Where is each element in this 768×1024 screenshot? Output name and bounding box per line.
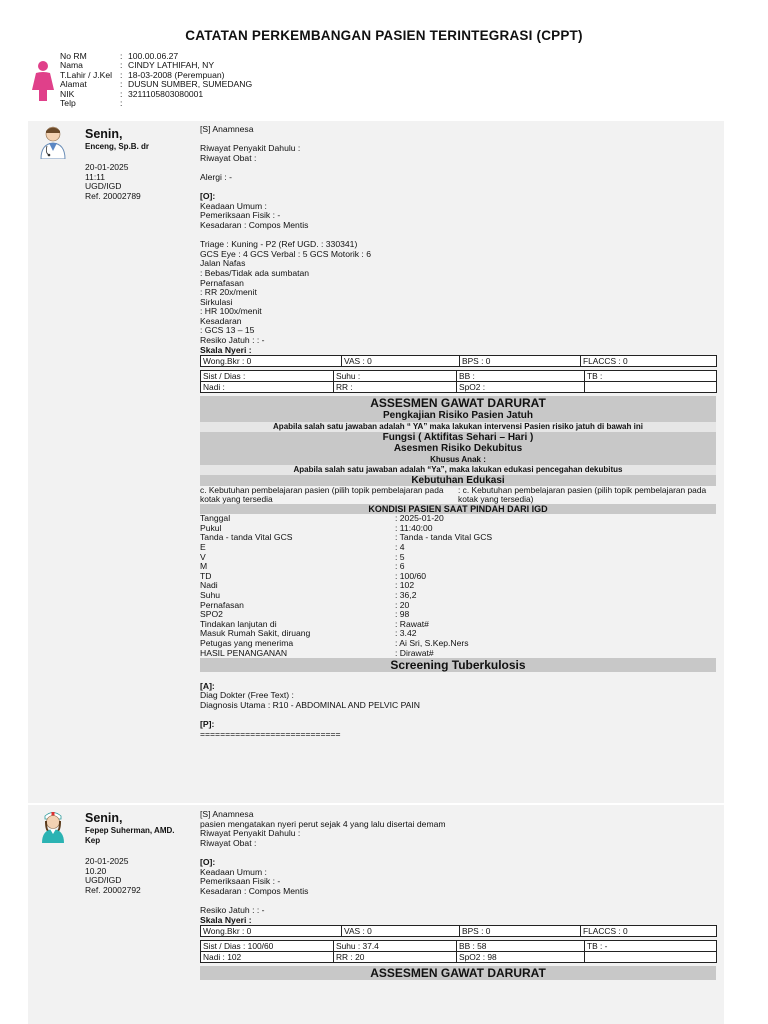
dekubitus-note: Apabila salah satu jawaban adalah “Ya”, maka lakukan edukasi pencegahan dekubitus xyxy=(200,465,716,475)
entry-date: 20-01-2025 xyxy=(85,856,129,866)
kebutuhan-edukasi-row xyxy=(200,486,716,504)
fungsi-heading: Fungsi ( Aktifitas Sehari – Hari ) xyxy=(200,432,716,444)
kondisi-label: Tanggal xyxy=(200,513,231,524)
kondisi-label: TD xyxy=(200,570,212,581)
edukasi-left: c. Kebutuhan pembelajaran pasien (pilih topik pembelajaran pada kotak yang tersedia xyxy=(200,485,444,505)
tb: TB : xyxy=(585,371,717,382)
patient-info-value: CINDY LATHIFAH, NY xyxy=(128,60,215,71)
kebutuhan-edukasi-heading: Kebutuhan Edukasi xyxy=(200,475,716,487)
bps: BPS : 0 xyxy=(460,926,581,937)
female-patient-icon xyxy=(30,60,56,102)
triage: Triage : Kuning - P2 (Ref UGD. : 330341) xyxy=(200,239,358,250)
kondisi-value: : Rawat# xyxy=(395,618,429,629)
kondisi-value: : 102 xyxy=(395,580,415,591)
patient-info-label: Nama xyxy=(60,60,83,71)
screening-tb-heading: Screening Tuberkulosis xyxy=(200,658,716,672)
tb: TB : - xyxy=(585,941,717,952)
jalan-nafas: Jalan Nafas xyxy=(200,258,246,269)
vas: VAS : 0 xyxy=(342,926,460,937)
gcs: GCS Eye : 4 GCS Verbal : 5 GCS Motorik : 6 xyxy=(200,248,371,259)
patient-info-label: T.Lahir / J.Kel xyxy=(60,69,113,80)
vas: VAS : 0 xyxy=(342,356,460,367)
bps: BPS : 0 xyxy=(460,356,581,367)
kondisi-label: Petugas yang menerima xyxy=(200,637,294,648)
pernafasan: Pernafasan xyxy=(200,277,244,288)
pain-scale-table xyxy=(200,355,717,367)
kondisi-value: : 2025-01-20 xyxy=(395,513,444,524)
kondisi-value: : 100/60 xyxy=(395,570,427,581)
resiko-jatuh: Resiko Jatuh : : - xyxy=(200,335,265,346)
subjective-heading: [S] Anamnesa xyxy=(200,809,254,819)
pernafasan-value: : RR 20x/menit xyxy=(200,287,257,298)
plan-divider: ============================ xyxy=(200,728,341,739)
assessment-heading: [A]: xyxy=(200,680,215,691)
kondisi-label: Suhu xyxy=(200,590,221,600)
kondisi-value: : Ai Sri, S.Kep.Ners xyxy=(395,637,469,648)
doctor-avatar-icon xyxy=(38,125,68,159)
entry-day: Senin, xyxy=(85,127,123,141)
vitals-table xyxy=(200,370,717,393)
kondisi-row xyxy=(200,649,716,659)
resiko-jatuh: Resiko Jatuh : : - xyxy=(200,904,265,915)
rr: RR : 20 xyxy=(334,952,457,963)
cppt-entry-1 xyxy=(28,121,724,803)
riwayat-obat: Riwayat Obat : xyxy=(200,837,257,848)
entry-content xyxy=(200,125,716,739)
entry-ref: Ref. 20002789 xyxy=(85,190,141,201)
kondisi-value: : 3.42 xyxy=(395,628,417,639)
nadi: Nadi : xyxy=(201,382,334,393)
nadi: Nadi : 102 xyxy=(201,952,334,963)
keadaan-umum: Keadaan Umum : xyxy=(200,200,267,211)
patient-info-label: Alamat xyxy=(60,79,87,90)
empty-cell xyxy=(585,952,717,963)
kondisi-value: : 36,2 xyxy=(395,590,417,600)
bb: BB : xyxy=(457,371,585,382)
skala-nyeri: Skala Nyeri : xyxy=(200,914,252,925)
risiko-jatuh-heading: Pengkajian Risiko Pasien Jatuh xyxy=(200,410,716,422)
riwayat-obat: Riwayat Obat : xyxy=(200,152,257,163)
kondisi-value: : 5 xyxy=(395,551,405,562)
kesadaran: Kesadaran : Compos Mentis xyxy=(200,219,309,230)
kondisi-row xyxy=(200,581,716,591)
kesadaran-label: Kesadaran xyxy=(200,315,242,326)
alergi: Alergi : - xyxy=(200,171,232,182)
empty-cell xyxy=(585,382,717,393)
pain-scale-table xyxy=(200,925,717,937)
keadaan-umum: Keadaan Umum : xyxy=(200,866,267,877)
subjective-heading: [S] Anamnesa xyxy=(200,124,254,134)
kondisi-row xyxy=(200,553,716,563)
diag-dokter: Diag Dokter (Free Text) : xyxy=(200,690,294,701)
entry-ref: Ref. 20002792 xyxy=(85,884,141,895)
rr: RR : xyxy=(334,382,457,393)
patient-info-sep: : xyxy=(120,97,123,108)
kondisi-label: Pukul xyxy=(200,522,222,533)
patient-info-row xyxy=(60,99,252,108)
kondisi-value: : 98 xyxy=(395,609,410,620)
edukasi-right: : c. Kebutuhan pembelajaran pasien (pilih topik pembelajaran pada kotak yang tersedia) xyxy=(458,485,707,505)
wong-baker: Wong.Bkr : 0 xyxy=(201,356,342,367)
kondisi-label: Tindakan lanjutan di xyxy=(200,618,277,629)
kondisi-label: SPO2 xyxy=(200,609,223,620)
page-title: CATATAN PERKEMBANGAN PASIEN TERINTEGRASI (CPPT) xyxy=(185,28,583,43)
kondisi-value: : 6 xyxy=(395,561,405,572)
entry-date: 20-01-2025 xyxy=(85,162,129,172)
kondisi-row xyxy=(200,610,716,620)
kesadaran: Kesadaran : Compos Mentis xyxy=(200,885,309,896)
kondisi-row xyxy=(200,601,716,611)
flaccs: FLACCS : 0 xyxy=(581,356,717,367)
entry-day: Senin, xyxy=(85,811,123,825)
spo2: SpO2 : 98 xyxy=(457,952,585,963)
kondisi-label: V xyxy=(200,551,206,562)
nurse-name: Fepep Suherman, AMD. Kep xyxy=(85,826,175,845)
sist-dias: Sist / Dias : xyxy=(201,371,334,382)
wong-baker: Wong.Bkr : 0 xyxy=(201,926,342,937)
dekubitus-heading: Asesmen Risiko Dekubitus xyxy=(200,443,716,455)
pemeriksaan-fisik: Pemeriksaan Fisik : - xyxy=(200,876,281,887)
kondisi-label: Masuk Rumah Sakit, diruang xyxy=(200,628,311,639)
diagnosis-utama: Diagnosis Utama : R10 - ABDOMINAL AND PELVIC PAIN xyxy=(200,699,421,710)
jalan-nafas-value: : Bebas/Tidak ada sumbatan xyxy=(200,267,310,278)
cppt-entry-2 xyxy=(28,805,724,1024)
doctor-name: Enceng, Sp.B. dr xyxy=(85,142,150,151)
khusus-anak: Khusus Anak : xyxy=(200,455,716,465)
bb: BB : 58 xyxy=(457,941,585,952)
risiko-jatuh-note: Apabila salah satu jawaban adalah “ YA” maka lakukan intervensi Pasien risiko jatuh di bawah ini xyxy=(200,422,716,432)
sirkulasi: Sirkulasi xyxy=(200,296,233,307)
patient-info-sep: : xyxy=(120,51,123,61)
kesadaran-value: : GCS 13 – 15 xyxy=(200,325,255,336)
patient-info-sep: : xyxy=(120,88,123,99)
kondisi-label: HASIL PENANGANAN xyxy=(200,647,288,658)
patient-info-value: DUSUN SUMBER, SUMEDANG xyxy=(128,79,253,90)
kondisi-value: : 4 xyxy=(395,542,405,553)
patient-info-value: 100.00.06.27 xyxy=(128,51,179,61)
riwayat-penyakit: Riwayat Penyakit Dahulu : xyxy=(200,828,301,839)
entry-unit: UGD/IGD xyxy=(85,181,122,192)
patient-info-value: 18-03-2008 (Perempuan) xyxy=(128,69,225,80)
spo2: SpO2 : xyxy=(457,382,585,393)
anamnesa-text: pasien mengatakan nyeri perut sejak 4 yang lalu disertai demam xyxy=(200,818,446,829)
patient-info-sep: : xyxy=(120,79,123,90)
objective-heading: [O]: xyxy=(200,191,216,202)
kondisi-pindah-list xyxy=(200,514,716,658)
kondisi-row xyxy=(200,572,716,582)
kondisi-value: : 20 xyxy=(395,599,410,610)
entry-content xyxy=(200,810,716,980)
nurse-avatar-icon xyxy=(38,809,68,843)
suhu: Suhu : 37.4 xyxy=(334,941,457,952)
entry-time: 11:11 xyxy=(85,171,106,182)
assesmen-gawat-darurat-heading: ASSESMEN GAWAT DARURAT xyxy=(200,966,716,980)
vitals-table xyxy=(200,940,717,963)
kondisi-row xyxy=(200,533,716,543)
pemeriksaan-fisik: Pemeriksaan Fisik : - xyxy=(200,210,281,221)
suhu: Suhu : xyxy=(334,371,457,382)
sist-dias: Sist / Dias : 100/60 xyxy=(201,941,334,952)
patient-info-label: Telp xyxy=(60,97,76,108)
patient-info-label: NIK xyxy=(60,88,75,99)
kondisi-label: Tanda - tanda Vital GCS xyxy=(200,532,293,543)
kondisi-row xyxy=(200,591,716,601)
kondisi-label: Pernafasan xyxy=(200,599,244,610)
kondisi-value: : 11:40:00 xyxy=(395,522,433,533)
sirkulasi-value: : HR 100x/menit xyxy=(200,306,262,317)
patient-info-row xyxy=(60,90,252,99)
objective-heading: [O]: xyxy=(200,856,216,867)
kondisi-label: Nadi xyxy=(200,580,218,591)
kondisi-value: : Dirawat# xyxy=(395,647,434,658)
patient-info-label: No RM xyxy=(60,51,87,61)
kondisi-label: E xyxy=(200,542,206,553)
skala-nyeri: Skala Nyeri : xyxy=(200,344,252,355)
kondisi-label: M xyxy=(200,561,208,572)
kondisi-row xyxy=(200,514,716,524)
kondisi-value: : Tanda - tanda Vital GCS xyxy=(395,532,493,543)
riwayat-penyakit: Riwayat Penyakit Dahulu : xyxy=(200,143,301,154)
entry-unit: UGD/IGD xyxy=(85,875,122,886)
kondisi-row xyxy=(200,543,716,553)
kondisi-pindah-heading: KONDISI PASIEN SAAT PINDAH DARI IGD xyxy=(200,504,716,514)
patient-info-sep: : xyxy=(120,69,123,80)
flaccs: FLACCS : 0 xyxy=(581,926,717,937)
patient-info-sep: : xyxy=(120,60,123,71)
kondisi-row xyxy=(200,562,716,572)
entry-time: 10.20 xyxy=(85,865,107,876)
patient-info-value: 3211105803080001 xyxy=(128,88,204,99)
plan-heading: [P]: xyxy=(200,719,215,730)
assesmen-gawat-darurat-heading: ASSESMEN GAWAT DARURAT xyxy=(200,396,716,410)
patient-info xyxy=(60,52,252,108)
